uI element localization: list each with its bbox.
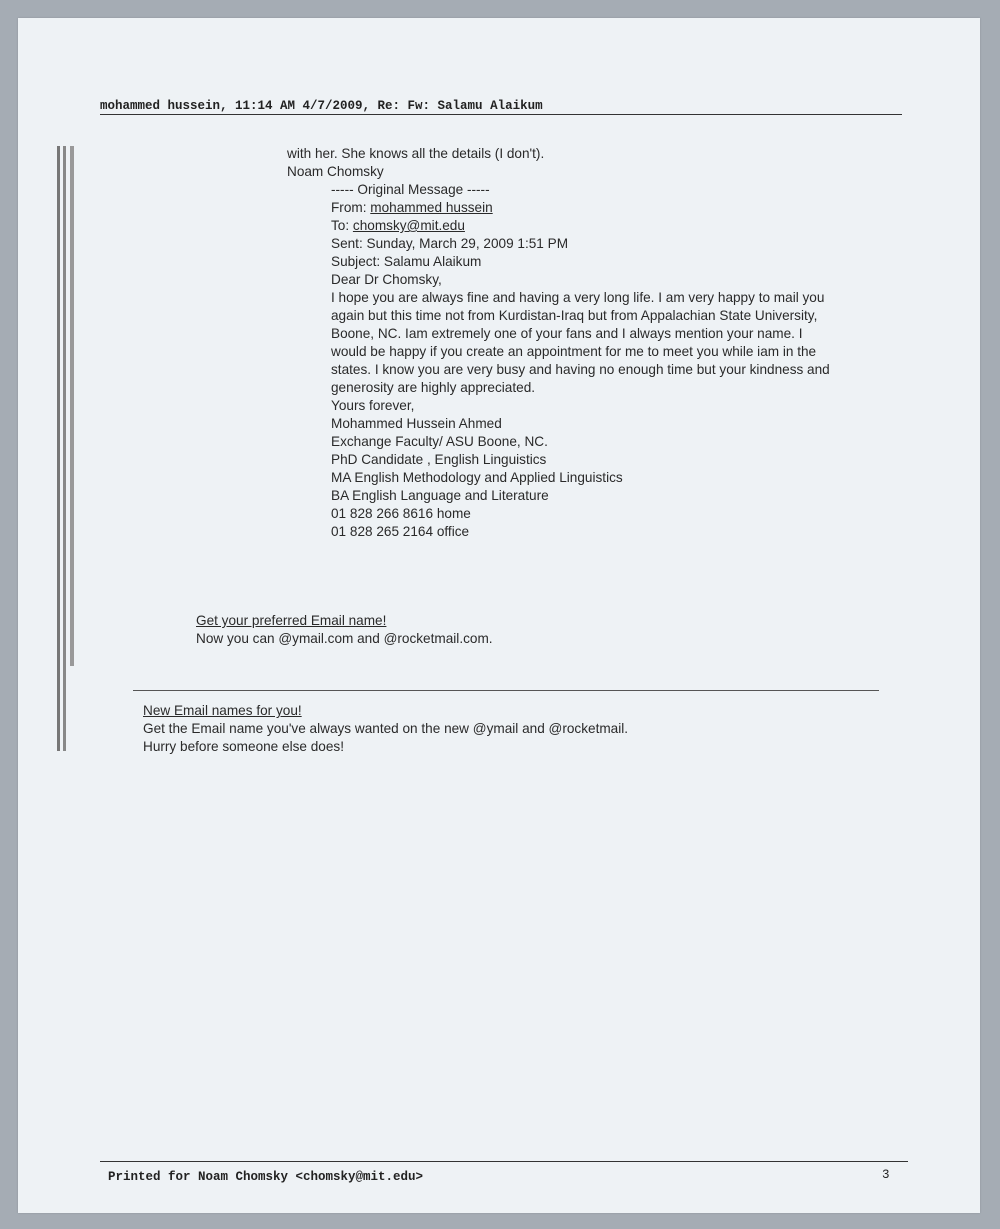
to-link[interactable]: chomsky@mit.edu [352, 218, 465, 233]
signature-line: 01 828 265 2164 office [331, 524, 470, 539]
quote-bar [70, 146, 74, 666]
printed-for: Printed for Noam Chomsky <chomsky@mit.edu> [108, 1170, 424, 1184]
quote-bar [63, 146, 66, 751]
reply-line: with her. She knows all the details (I don't). [287, 146, 545, 161]
signature-line: MA English Methodology and Applied Linguistics [331, 470, 623, 485]
from-link[interactable]: mohammed hussein [370, 200, 493, 215]
body-line: generosity are highly appreciated. [331, 380, 536, 395]
sent-line: Sent: Sunday, March 29, 2009 1:51 PM [331, 236, 569, 251]
original-message-divider: ----- Original Message ----- [331, 182, 490, 197]
to-label: To: [331, 218, 353, 233]
header-divider [100, 114, 902, 115]
document-page [18, 18, 980, 1213]
signature-line: BA English Language and Literature [331, 488, 549, 503]
signature-line: PhD Candidate , English Linguistics [331, 452, 547, 467]
body-line: again but this time not from Kurdistan-Iraq but from Appalachian State University, [331, 308, 818, 323]
ad-divider [133, 690, 879, 691]
signature-line: Exchange Faculty/ ASU Boone, NC. [331, 434, 548, 449]
body-line: states. I know you are very busy and having no enough time but your kindness and [331, 362, 830, 377]
footer-divider [100, 1161, 908, 1162]
ad-text: Hurry before someone else does! [143, 739, 344, 754]
body-line: Boone, NC. Iam extremely one of your fans and I always mention your name. I [331, 326, 803, 341]
from-line [331, 199, 493, 217]
quote-bar [57, 146, 60, 751]
ad-text: Now you can @ymail.com and @rocketmail.com. [196, 631, 493, 646]
body-line: would be happy if you create an appointment for me to meet you while iam in the [331, 344, 817, 359]
ad-link-preferred-email[interactable]: Get your preferred Email name! [196, 613, 387, 628]
signature-line: 01 828 266 8616 home [331, 506, 471, 521]
to-line [331, 217, 465, 235]
page-number: 3 [882, 1168, 890, 1182]
from-label: From: [331, 200, 371, 215]
subject-line: Subject: Salamu Alaikum [331, 254, 482, 269]
greeting: Dear Dr Chomsky, [331, 272, 442, 287]
ad-text: Get the Email name you've always wanted on the new @ymail and @rocketmail. [143, 721, 629, 736]
signature-line: Mohammed Hussein Ahmed [331, 416, 502, 431]
email-header-title: mohammed hussein, 11:14 AM 4/7/2009, Re: Fw: Salamu Alaikum [100, 99, 543, 113]
ad-link-new-email[interactable]: New Email names for you! [143, 703, 302, 718]
reply-signature: Noam Chomsky [287, 164, 384, 179]
closing: Yours forever, [331, 398, 415, 413]
body-line: I hope you are always fine and having a very long life. I am very happy to mail you [331, 290, 825, 305]
